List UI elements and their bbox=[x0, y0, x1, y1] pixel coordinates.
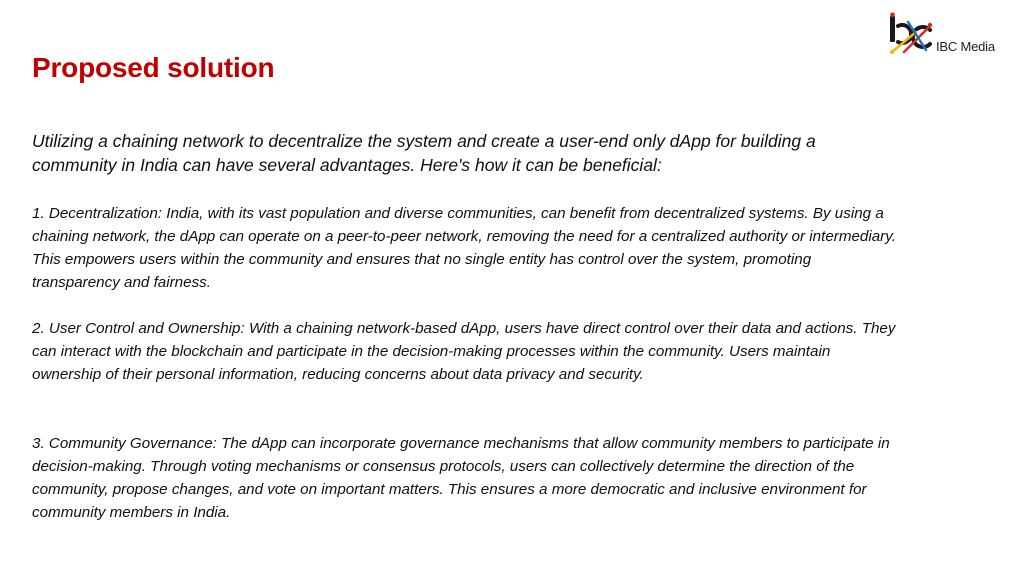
page-title: Proposed solution bbox=[32, 52, 275, 83]
intro-paragraph: Utilizing a chaining network to decentralize the system and create a user-end only dApp for building a community in India can have several advantages. Here's how it can be beneficial: bbox=[32, 131, 816, 175]
ibc-logo-icon bbox=[886, 12, 938, 58]
ibc-media-logo bbox=[886, 12, 1004, 58]
point-community-governance: 3. Community Governance: The dApp can incorporate governance mechanisms that allow community members to participate in decision-making. Through voting mechanisms or consensus protocols, users can collectively determine the direction of the community, propose changes, and vote on important matters. This ensures a more democratic and inclusive environment for community members in India. bbox=[32, 435, 890, 521]
logo-text: IBC Media bbox=[936, 39, 995, 54]
point-user-control: 2. User Control and Ownership: With a chaining network-based dApp, users have direct control over their data and actions. They can interact with the blockchain and participate in the decision-making processes within the community. Users maintain ownership of their personal information, reducing concerns about data privacy and security. bbox=[32, 320, 896, 383]
point-decentralization: 1. Decentralization: India, with its vast population and diverse communities, can benefit from decentralized systems. By using a chaining network, the dApp can operate on a peer-to-peer network, removing the need for a centralized authority or intermediary. This empowers users within the community and ensures that no single entity has control over the system, promoting transparency and fairness. bbox=[32, 205, 896, 291]
